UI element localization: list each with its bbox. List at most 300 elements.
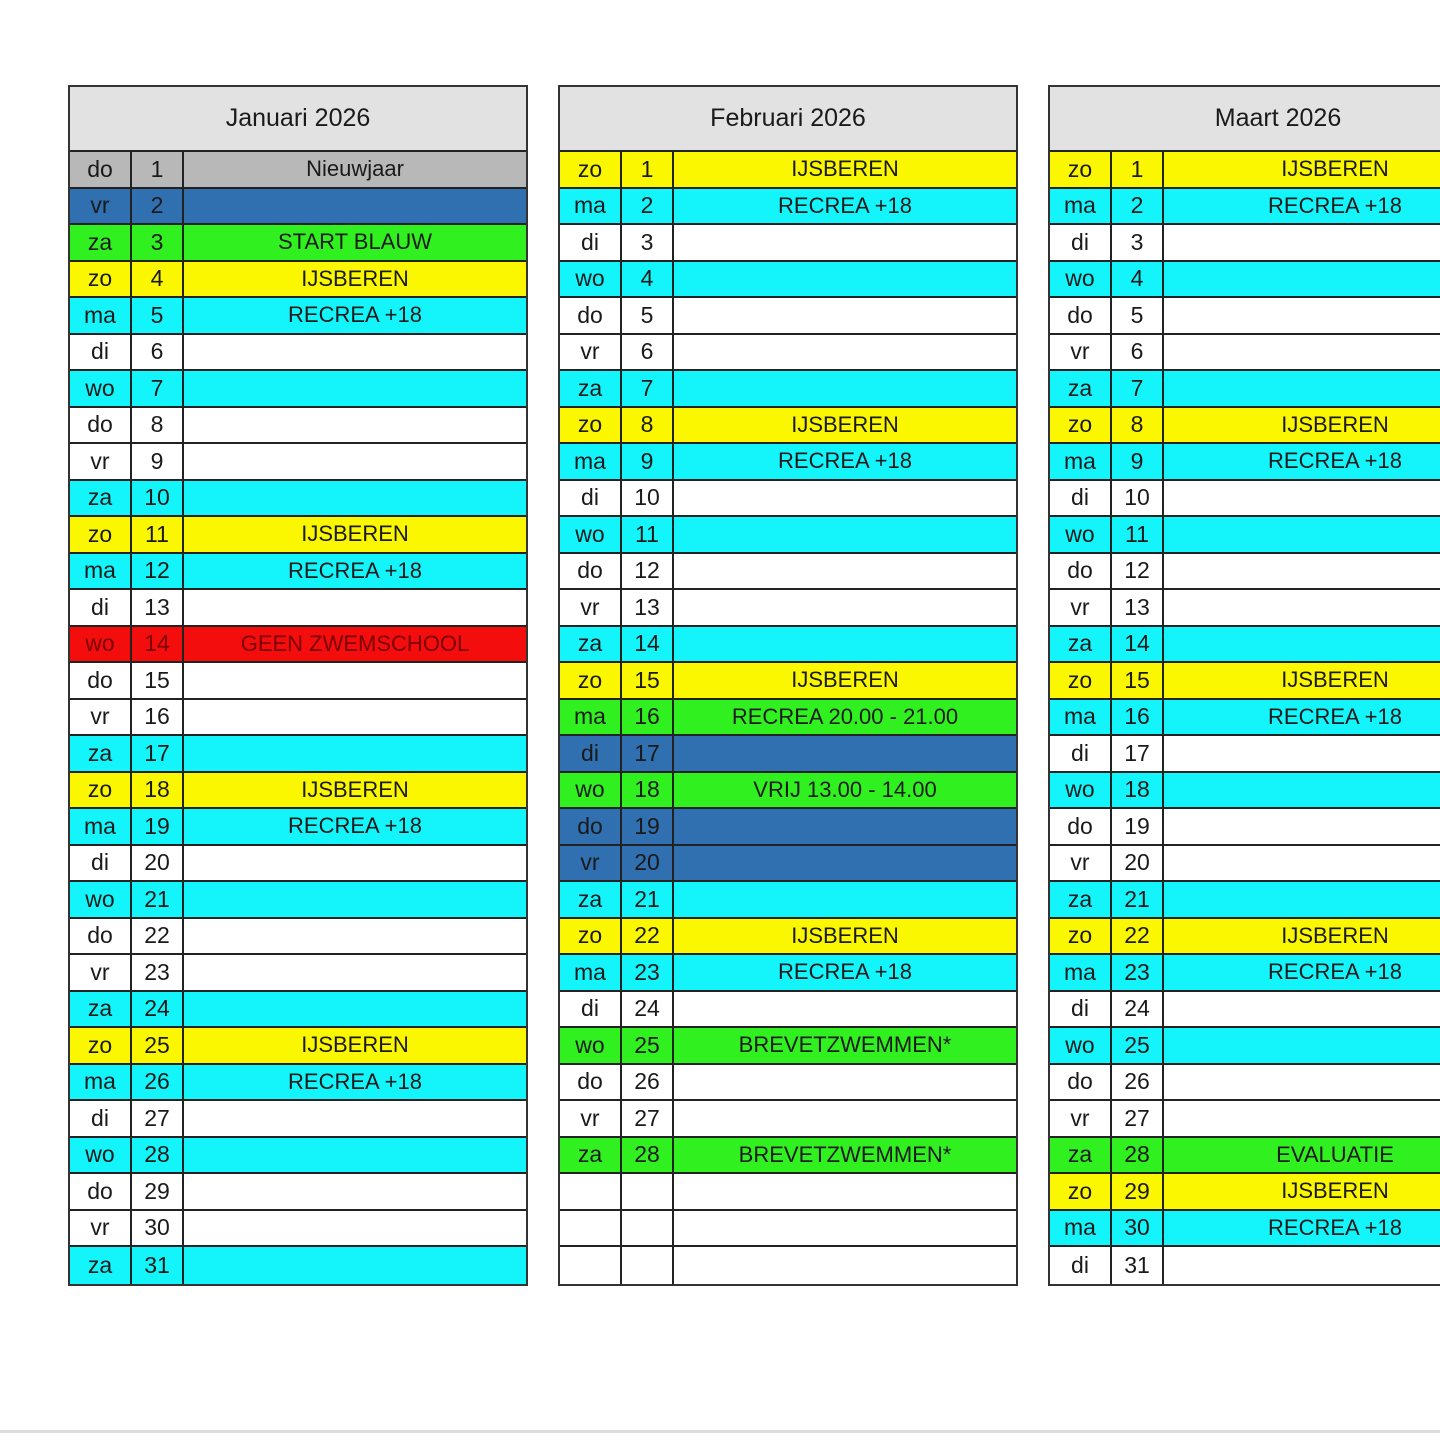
event-label: IJSBEREN [791, 667, 899, 693]
day-number: 28 [622, 1138, 674, 1173]
day-of-week: zo [70, 1028, 132, 1063]
event-label: RECREA +18 [288, 1068, 422, 1094]
day-of-week: do [1050, 298, 1112, 333]
day-row [1050, 1247, 1440, 1284]
day-of-week: vr [560, 335, 622, 370]
day-of-week: di [70, 846, 132, 881]
day-row [560, 919, 1016, 956]
day-of-week: za [560, 371, 622, 406]
day-of-week: do [1050, 554, 1112, 589]
day-row [70, 225, 526, 262]
day-number: 10 [622, 481, 674, 516]
event-label [1164, 554, 1440, 589]
month-title: Januari 2026 [70, 87, 526, 152]
day-rows [560, 152, 1016, 1284]
day-of-week: za [70, 992, 132, 1027]
event-label: BREVETZWEMMEN* [738, 1032, 952, 1058]
day-number: 17 [132, 736, 184, 771]
day-row [560, 1211, 1016, 1248]
day-of-week: vr [70, 955, 132, 990]
day-row [70, 1138, 526, 1175]
day-of-week: ma [1050, 700, 1112, 735]
day-number: 19 [622, 809, 674, 844]
day-of-week: za [70, 736, 132, 771]
day-of-week: di [70, 590, 132, 625]
event-label [184, 663, 526, 698]
day-row [70, 955, 526, 992]
day-number: 8 [1112, 408, 1164, 443]
day-of-week [560, 1211, 622, 1246]
day-number: 1 [1112, 152, 1164, 187]
day-row [70, 298, 526, 335]
event-label [1164, 371, 1440, 406]
day-row [560, 444, 1016, 481]
day-number: 12 [1112, 554, 1164, 589]
day-row [70, 481, 526, 518]
event-label [674, 225, 1016, 260]
day-row [560, 517, 1016, 554]
day-number: 5 [132, 298, 184, 333]
day-number: 12 [132, 554, 184, 589]
event-label [1164, 517, 1440, 552]
day-number: 8 [132, 408, 184, 443]
day-number: 20 [622, 846, 674, 881]
day-row [560, 1028, 1016, 1065]
day-number: 18 [132, 773, 184, 808]
day-row [70, 663, 526, 700]
day-of-week: zo [1050, 1174, 1112, 1209]
day-row [70, 590, 526, 627]
day-number: 15 [132, 663, 184, 698]
day-number: 26 [622, 1065, 674, 1100]
day-number [622, 1174, 674, 1209]
event-label [1164, 882, 1440, 917]
day-of-week: zo [70, 262, 132, 297]
day-of-week: wo [1050, 773, 1112, 808]
event-label [184, 335, 526, 370]
day-row [1050, 481, 1440, 518]
day-number: 6 [622, 335, 674, 370]
day-number: 9 [1112, 444, 1164, 479]
day-row [70, 262, 526, 299]
day-of-week: zo [560, 919, 622, 954]
day-number: 29 [1112, 1174, 1164, 1209]
day-of-week: ma [70, 809, 132, 844]
event-label [184, 1138, 526, 1173]
event-label [1164, 225, 1440, 260]
event-label [184, 481, 526, 516]
event-label: IJSBEREN [301, 265, 409, 291]
day-number: 27 [622, 1101, 674, 1136]
day-of-week: ma [70, 298, 132, 333]
day-row [1050, 1101, 1440, 1138]
day-number: 8 [622, 408, 674, 443]
day-of-week: wo [1050, 517, 1112, 552]
day-of-week: wo [1050, 262, 1112, 297]
day-row [560, 481, 1016, 518]
day-row [70, 809, 526, 846]
day-row [1050, 335, 1440, 372]
day-row [70, 736, 526, 773]
event-label [184, 992, 526, 1027]
day-number: 16 [1112, 700, 1164, 735]
day-row [70, 1028, 526, 1065]
event-label [674, 1065, 1016, 1100]
day-row [1050, 590, 1440, 627]
event-label: RECREA +18 [288, 557, 422, 583]
event-label [674, 992, 1016, 1027]
day-row [1050, 663, 1440, 700]
day-number: 23 [1112, 955, 1164, 990]
month-table-februari [558, 85, 1018, 1286]
day-row [1050, 152, 1440, 189]
event-label: RECREA +18 [1268, 703, 1402, 729]
event-label [184, 408, 526, 443]
day-of-week: vr [70, 1211, 132, 1246]
event-label [674, 262, 1016, 297]
event-label: Nieuwjaar [306, 156, 404, 182]
day-of-week: do [560, 554, 622, 589]
day-of-week: za [1050, 1138, 1112, 1173]
day-row [560, 1174, 1016, 1211]
day-row [70, 517, 526, 554]
event-label [184, 444, 526, 479]
event-label [184, 590, 526, 625]
day-row [560, 189, 1016, 226]
day-of-week: do [560, 1065, 622, 1100]
day-of-week: wo [70, 627, 132, 662]
day-of-week: wo [70, 882, 132, 917]
event-label [1164, 1028, 1440, 1063]
event-label [674, 481, 1016, 516]
event-label: RECREA +18 [1268, 959, 1402, 985]
day-of-week: wo [560, 262, 622, 297]
month-table-januari [68, 85, 528, 1286]
event-label: RECREA +18 [778, 192, 912, 218]
day-number: 31 [1112, 1247, 1164, 1284]
day-number [622, 1247, 674, 1284]
day-row [1050, 736, 1440, 773]
day-of-week: zo [1050, 152, 1112, 187]
day-row [560, 773, 1016, 810]
day-of-week: za [70, 225, 132, 260]
day-number: 17 [622, 736, 674, 771]
day-row [1050, 225, 1440, 262]
day-row [70, 846, 526, 883]
day-row [560, 371, 1016, 408]
day-row [1050, 809, 1440, 846]
day-number: 7 [1112, 371, 1164, 406]
day-of-week: ma [1050, 189, 1112, 224]
day-number: 25 [132, 1028, 184, 1063]
event-label: IJSBEREN [301, 776, 409, 802]
day-number: 3 [132, 225, 184, 260]
day-number: 23 [132, 955, 184, 990]
day-of-week [560, 1174, 622, 1209]
day-of-week: di [560, 736, 622, 771]
event-label: RECREA 20.00 - 21.00 [731, 703, 959, 729]
day-row [560, 152, 1016, 189]
event-label [674, 590, 1016, 625]
day-of-week: di [1050, 736, 1112, 771]
event-label [1164, 846, 1440, 881]
day-of-week: di [70, 1101, 132, 1136]
day-of-week: zo [70, 773, 132, 808]
day-of-week: di [560, 225, 622, 260]
day-row [1050, 919, 1440, 956]
day-of-week: vr [560, 590, 622, 625]
day-of-week: wo [1050, 1028, 1112, 1063]
day-number: 7 [622, 371, 674, 406]
event-label [1164, 590, 1440, 625]
day-of-week: do [70, 663, 132, 698]
day-of-week: za [1050, 882, 1112, 917]
event-label [1164, 298, 1440, 333]
day-row [1050, 371, 1440, 408]
event-label [674, 517, 1016, 552]
day-number: 20 [1112, 846, 1164, 881]
day-number: 19 [1112, 809, 1164, 844]
day-number: 26 [132, 1065, 184, 1100]
day-of-week: za [70, 1247, 132, 1284]
day-number: 11 [1112, 517, 1164, 552]
day-row [1050, 992, 1440, 1029]
day-row [70, 1101, 526, 1138]
day-of-week: do [560, 298, 622, 333]
day-row [560, 262, 1016, 299]
event-label [184, 1101, 526, 1136]
day-row [560, 298, 1016, 335]
day-of-week: do [70, 152, 132, 187]
day-of-week: za [1050, 371, 1112, 406]
day-number: 10 [132, 481, 184, 516]
event-label: RECREA +18 [1268, 192, 1402, 218]
day-number: 25 [1112, 1028, 1164, 1063]
event-label: RECREA +18 [1268, 448, 1402, 474]
day-row [560, 1065, 1016, 1102]
day-number: 5 [622, 298, 674, 333]
day-of-week: ma [560, 444, 622, 479]
day-number: 10 [1112, 481, 1164, 516]
day-number: 4 [1112, 262, 1164, 297]
day-number: 27 [132, 1101, 184, 1136]
day-number: 18 [1112, 773, 1164, 808]
day-row [70, 773, 526, 810]
event-label: IJSBEREN [301, 521, 409, 547]
day-number: 13 [622, 590, 674, 625]
day-row [1050, 627, 1440, 664]
day-of-week: ma [560, 189, 622, 224]
day-of-week: za [560, 882, 622, 917]
day-of-week: zo [70, 517, 132, 552]
day-of-week: vr [70, 700, 132, 735]
day-of-week: di [1050, 225, 1112, 260]
day-row [70, 444, 526, 481]
day-number: 24 [132, 992, 184, 1027]
day-number: 20 [132, 846, 184, 881]
day-of-week [560, 1247, 622, 1284]
day-row [1050, 1211, 1440, 1248]
event-label [674, 1174, 1016, 1209]
day-of-week: ma [1050, 444, 1112, 479]
day-of-week: ma [70, 1065, 132, 1100]
day-of-week: di [560, 481, 622, 516]
day-row [70, 1174, 526, 1211]
event-label [1164, 809, 1440, 844]
day-number: 30 [132, 1211, 184, 1246]
event-label: IJSBEREN [1281, 1178, 1389, 1204]
day-row [70, 882, 526, 919]
day-row [70, 554, 526, 591]
day-number: 7 [132, 371, 184, 406]
event-label [184, 1247, 526, 1284]
event-label [184, 955, 526, 990]
day-of-week: vr [1050, 335, 1112, 370]
event-label: GEEN ZWEMSCHOOL [240, 630, 470, 656]
day-rows [70, 152, 526, 1284]
day-of-week: zo [1050, 663, 1112, 698]
day-number: 22 [1112, 919, 1164, 954]
day-of-week: wo [70, 1138, 132, 1173]
day-number: 11 [622, 517, 674, 552]
event-label [674, 554, 1016, 589]
day-row [70, 152, 526, 189]
day-of-week: vr [1050, 590, 1112, 625]
day-row [560, 663, 1016, 700]
event-label: IJSBEREN [1281, 667, 1389, 693]
day-row [70, 919, 526, 956]
day-of-week: do [560, 809, 622, 844]
day-number: 21 [1112, 882, 1164, 917]
day-row [1050, 262, 1440, 299]
day-of-week: vr [560, 1101, 622, 1136]
event-label [674, 1247, 1016, 1284]
day-row [560, 809, 1016, 846]
day-row [1050, 517, 1440, 554]
event-label: RECREA +18 [288, 302, 422, 328]
event-label [674, 1211, 1016, 1246]
day-of-week: za [560, 627, 622, 662]
day-row [560, 882, 1016, 919]
event-label [184, 736, 526, 771]
day-row [560, 992, 1016, 1029]
day-of-week: zo [560, 152, 622, 187]
day-number: 22 [622, 919, 674, 954]
month-title: Maart 2026 [1050, 87, 1440, 152]
day-number: 1 [622, 152, 674, 187]
day-of-week: vr [1050, 846, 1112, 881]
day-row [1050, 700, 1440, 737]
day-of-week: wo [70, 371, 132, 406]
day-of-week: zo [560, 408, 622, 443]
day-row [560, 1101, 1016, 1138]
day-row [560, 736, 1016, 773]
day-row [70, 627, 526, 664]
day-of-week: ma [1050, 1211, 1112, 1246]
event-label [184, 919, 526, 954]
day-number [622, 1211, 674, 1246]
day-number: 5 [1112, 298, 1164, 333]
event-label: IJSBEREN [301, 1032, 409, 1058]
day-of-week: wo [560, 773, 622, 808]
day-of-week: do [1050, 809, 1112, 844]
event-label [184, 882, 526, 917]
day-number: 16 [132, 700, 184, 735]
day-number: 29 [132, 1174, 184, 1209]
day-number: 9 [622, 444, 674, 479]
event-label [1164, 627, 1440, 662]
day-row [70, 335, 526, 372]
day-row [1050, 408, 1440, 445]
event-label: RECREA +18 [778, 959, 912, 985]
event-label: RECREA +18 [288, 813, 422, 839]
event-label [1164, 992, 1440, 1027]
event-label: EVALUATIE [1276, 1141, 1394, 1167]
day-row [560, 1138, 1016, 1175]
day-row [70, 371, 526, 408]
day-number: 24 [622, 992, 674, 1027]
day-row [70, 700, 526, 737]
day-of-week: vr [70, 189, 132, 224]
day-of-week: di [70, 335, 132, 370]
day-number: 31 [132, 1247, 184, 1284]
month-table-maart [1048, 85, 1440, 1286]
day-of-week: ma [1050, 955, 1112, 990]
event-label [184, 1174, 526, 1209]
day-of-week: zo [560, 663, 622, 698]
day-row [560, 955, 1016, 992]
day-number: 28 [1112, 1138, 1164, 1173]
event-label [674, 809, 1016, 844]
day-row [70, 992, 526, 1029]
day-row [560, 627, 1016, 664]
day-number: 11 [132, 517, 184, 552]
day-row [70, 1065, 526, 1102]
day-row [1050, 955, 1440, 992]
day-row [560, 590, 1016, 627]
day-number: 14 [1112, 627, 1164, 662]
day-of-week: za [560, 1138, 622, 1173]
day-number: 6 [132, 335, 184, 370]
day-number: 23 [622, 955, 674, 990]
day-row [1050, 298, 1440, 335]
event-label [674, 736, 1016, 771]
event-label: IJSBEREN [791, 411, 899, 437]
event-label [184, 1211, 526, 1246]
day-number: 12 [622, 554, 674, 589]
day-of-week: di [560, 992, 622, 1027]
day-row [1050, 846, 1440, 883]
day-row [1050, 554, 1440, 591]
day-row [560, 335, 1016, 372]
day-number: 3 [1112, 225, 1164, 260]
event-label: IJSBEREN [1281, 922, 1389, 948]
day-rows [1050, 152, 1440, 1284]
day-of-week: zo [1050, 408, 1112, 443]
day-row [70, 408, 526, 445]
day-number: 19 [132, 809, 184, 844]
day-number: 18 [622, 773, 674, 808]
event-label [674, 298, 1016, 333]
day-of-week: wo [560, 1028, 622, 1063]
page-bottom-divider [0, 1430, 1440, 1433]
day-row [1050, 1028, 1440, 1065]
day-row [560, 846, 1016, 883]
day-number: 13 [1112, 590, 1164, 625]
day-of-week: ma [560, 700, 622, 735]
day-number: 3 [622, 225, 674, 260]
day-of-week: do [70, 408, 132, 443]
